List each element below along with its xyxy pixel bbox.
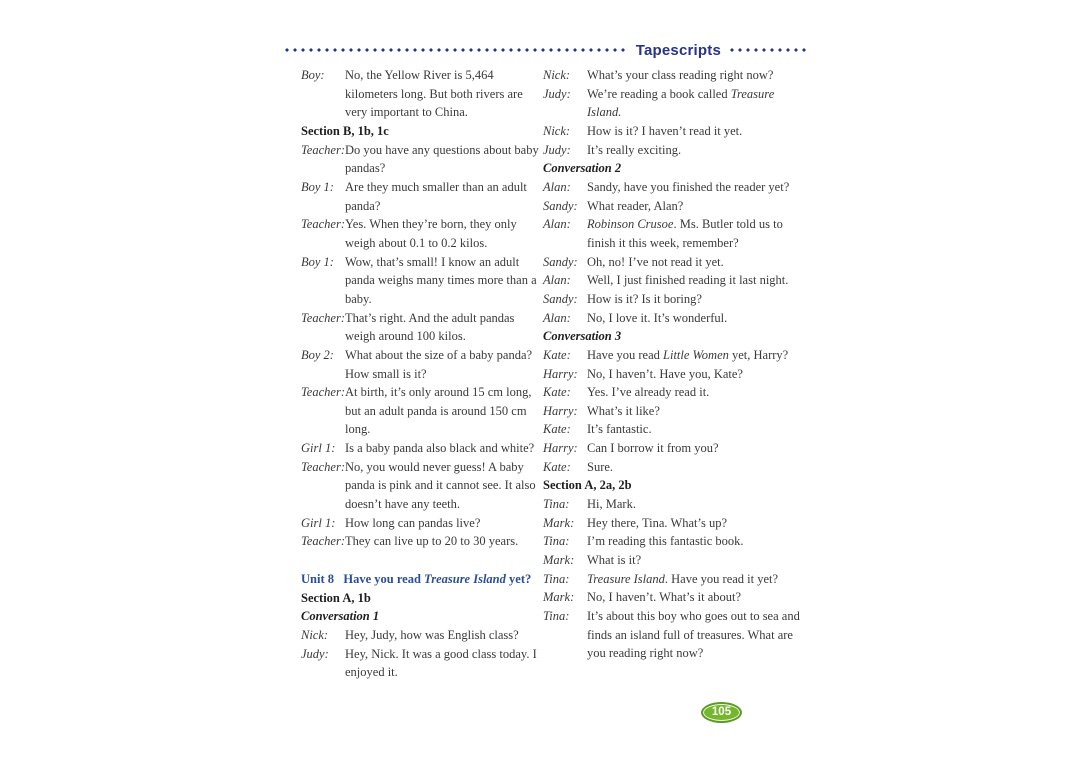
dialogue-line: [543, 551, 809, 570]
dialogue-line: [543, 607, 809, 663]
text-segment: What’s it like?: [587, 403, 660, 418]
speaker-label: Sandy:: [543, 254, 578, 269]
dialogue-line: [301, 309, 545, 346]
speaker-label: Sandy:: [543, 291, 578, 306]
speaker-label: Tina:: [543, 497, 570, 512]
speaker-label: Nick:: [301, 628, 329, 643]
speech-text: [587, 588, 809, 607]
text-segment: How is it? I haven’t read it yet.: [587, 123, 743, 138]
text-segment: That’s right. And the adult pandas weigh around 100 kilos.: [345, 310, 518, 344]
speaker-label: Harry:: [543, 366, 578, 381]
speaker-label: Judy:: [543, 142, 571, 157]
speaker-label: Judy:: [301, 646, 329, 661]
speaker-label: Boy 2:: [301, 347, 334, 362]
text-segment: . Ms. Butler told us to finish it this week, remember?: [587, 217, 786, 250]
text-segment: . Have you read it yet?: [664, 571, 779, 586]
dialogue-line: [543, 439, 809, 458]
text-segment: No, I haven’t. What’s it about?: [587, 590, 742, 605]
speaker-label: Boy 1:: [301, 179, 334, 194]
text-segment: Hey, Nick. It was a good class today. I enjoyed it.: [345, 646, 540, 680]
text-segment: yet?: [505, 572, 532, 587]
text-segment: What’s your class reading right now?: [587, 68, 774, 82]
conversation-heading: Conversation 1: [301, 609, 380, 624]
dialogue-line: [301, 215, 545, 252]
blank-line-spacer: [301, 551, 545, 570]
dialogue-line: [543, 85, 809, 122]
header-dotted-rule-left: [285, 48, 627, 52]
text-segment: Yes. I’ve already read it.: [587, 385, 710, 400]
dialogue-line: [301, 532, 545, 551]
header-dotted-rule-right: [730, 48, 806, 52]
dialogue-line: [301, 626, 545, 645]
speech-text: [587, 309, 809, 328]
text-segment: What about the size of a baby panda? How small is it?: [345, 347, 536, 381]
text-segment: How long can pandas live?: [345, 515, 481, 530]
speaker-label: Mark:: [543, 553, 575, 568]
dialogue-line: [301, 346, 545, 383]
conversation-heading: Conversation 3: [543, 329, 622, 344]
speech-text: [345, 626, 545, 645]
text-segment: yet, Harry?: [728, 347, 789, 362]
speech-text: [587, 402, 809, 421]
speech-text: [345, 514, 545, 533]
speaker-label: Teacher:: [301, 217, 345, 232]
speech-text: [587, 66, 809, 85]
dialogue-line: [301, 514, 545, 533]
speaker-label: Judy:: [543, 86, 571, 101]
speech-text: [587, 551, 809, 570]
conversation-heading: Conversation 2: [543, 161, 622, 176]
speech-text: [345, 383, 545, 439]
text-segment: Well, I just finished reading it last night.: [587, 273, 789, 288]
page-number-badge: [701, 702, 742, 723]
dialogue-line: [543, 383, 809, 402]
speaker-label: Nick:: [543, 68, 571, 82]
speaker-label: Teacher:: [301, 459, 345, 474]
speaker-label: Teacher:: [301, 534, 345, 549]
speaker-label: Harry:: [543, 403, 578, 418]
speech-text: [345, 458, 545, 514]
speaker-label: Alan:: [543, 217, 571, 232]
speaker-label: Tina:: [543, 571, 570, 586]
page-title: Tapescripts: [635, 41, 721, 59]
speech-text: [345, 215, 545, 252]
section-heading: Section A, 2a, 2b: [543, 478, 632, 493]
speech-text: [587, 122, 809, 141]
speech-text: [587, 607, 809, 663]
text-segment: Oh, no! I’ve not read it yet.: [587, 254, 724, 269]
speech-text: [587, 346, 809, 365]
speaker-label: Kate:: [543, 385, 571, 400]
speech-text: [587, 495, 809, 514]
text-segment: Sandy, have you finished the reader yet?: [587, 179, 790, 194]
speaker-label: Alan:: [543, 179, 571, 194]
text-segment: Treasure Island: [587, 571, 665, 586]
dialogue-line: [301, 253, 545, 309]
text-segment: Have you read: [587, 347, 664, 362]
speaker-label: Girl 1:: [301, 515, 336, 530]
speech-text: [345, 346, 545, 383]
speech-text: [345, 253, 545, 309]
dialogue-line: [543, 122, 809, 141]
dialogue-line: [301, 458, 545, 514]
dialogue-line: [301, 645, 545, 682]
speaker-label: Alan:: [543, 273, 571, 288]
dialogue-line: [543, 141, 809, 160]
speech-text: [587, 197, 809, 216]
unit-heading: [301, 570, 545, 589]
text-segment: Treasure Island.: [587, 86, 778, 120]
speech-text: [587, 141, 809, 160]
text-segment: I’m reading this fantastic book.: [587, 534, 744, 549]
speech-text: [587, 85, 809, 122]
dialogue-line: [543, 253, 809, 272]
speaker-label: Harry:: [543, 441, 578, 456]
speech-text: [345, 439, 545, 458]
speaker-label: Mark:: [543, 590, 575, 605]
dialogue-line: [301, 439, 545, 458]
dialogue-line: [543, 66, 809, 85]
speaker-label: Nick:: [543, 123, 571, 138]
text-segment: They can live up to 20 to 30 years.: [345, 534, 519, 549]
speaker-label: Boy 1:: [301, 254, 334, 269]
speech-text: [345, 309, 545, 346]
dialogue-line: [301, 141, 545, 178]
text-segment: Robinson Crusoe: [587, 217, 674, 232]
speech-text: [587, 532, 809, 551]
speech-text: [587, 365, 809, 384]
dialogue-line: [301, 383, 545, 439]
text-segment: How is it? Is it boring?: [587, 291, 702, 306]
dialogue-line: [543, 290, 809, 309]
dialogue-line: [543, 271, 809, 290]
speech-text: [587, 215, 809, 252]
dialogue-line: [543, 458, 809, 477]
speaker-label: Mark:: [543, 515, 575, 530]
speaker-label: Teacher:: [301, 385, 345, 400]
speaker-label: Teacher:: [301, 310, 345, 325]
speaker-label: Tina:: [543, 609, 570, 624]
section-heading: Section A, 1b: [301, 590, 371, 605]
text-segment: Is a baby panda also black and white?: [345, 441, 535, 456]
dialogue-line: [543, 197, 809, 216]
text-segment: Sure.: [587, 459, 614, 474]
speech-text: [587, 253, 809, 272]
text-segment: What is it?: [587, 553, 642, 568]
text-segment: Wow, that’s small! I know an adult panda weighs many times more than a baby.: [345, 254, 540, 306]
dialogue-line: [543, 532, 809, 551]
text-segment: Hey there, Tina. What’s up?: [587, 515, 728, 530]
left-text-column: [301, 66, 545, 682]
speaker-label: Sandy:: [543, 198, 578, 213]
dialogue-line: [543, 402, 809, 421]
text-segment: Little Women: [663, 347, 729, 362]
speaker-label: Tina:: [543, 534, 570, 549]
text-segment: No, I love it. It’s wonderful.: [587, 310, 728, 325]
dialogue-line: [543, 588, 809, 607]
speech-text: [587, 514, 809, 533]
dialogue-line: [543, 346, 809, 365]
speech-text: [587, 383, 809, 402]
speaker-label: Teacher:: [301, 142, 345, 157]
text-segment: It’s fantastic.: [587, 422, 652, 437]
text-segment: We’re reading a book called: [587, 86, 731, 101]
dialogue-line: [543, 365, 809, 384]
speaker-label: Girl 1:: [301, 441, 336, 456]
text-segment: Are they much smaller than an adult panda?: [345, 179, 531, 213]
speech-text: [345, 141, 545, 178]
speech-text: [587, 178, 809, 197]
speaker-label: Alan:: [543, 310, 571, 325]
text-segment: At birth, it’s only around 15 cm long, but an adult panda is around 150 cm long.: [345, 385, 535, 437]
text-segment: It’s really exciting.: [587, 142, 682, 157]
dialogue-line: [543, 420, 809, 439]
text-segment: What reader, Alan?: [587, 198, 684, 213]
tapescripts-header: [285, 41, 806, 59]
section-heading: Section B, 1b, 1c: [301, 123, 389, 138]
text-segment: Hey, Judy, how was English class?: [345, 628, 519, 643]
text-segment: No, the Yellow River is 5,464 kilometers long. But both rivers are very important to China.: [345, 68, 526, 120]
speech-text: [587, 458, 809, 477]
speech-text: [587, 420, 809, 439]
speech-text: [587, 271, 809, 290]
dialogue-line: [301, 178, 545, 215]
text-segment: Treasure Island: [424, 572, 506, 587]
speech-text: [587, 439, 809, 458]
text-segment: No, you would never guess! A baby panda is pink and it cannot see. It also doesn’t have any teeth.: [345, 459, 539, 512]
text-segment: It’s about this boy who goes out to sea and finds an island full of treasures. What are you reading right now?: [587, 609, 803, 661]
dialogue-line: [543, 309, 809, 328]
speech-text: [345, 66, 545, 122]
text-segment: Can I borrow it from you?: [587, 441, 719, 456]
dialogue-line: [301, 66, 545, 122]
speech-text: [345, 645, 545, 682]
text-segment: Hi, Mark.: [587, 497, 636, 512]
speaker-label: Kate:: [543, 347, 571, 362]
speaker-label: Boy:: [301, 68, 325, 82]
speech-text: [587, 290, 809, 309]
dialogue-line: [543, 178, 809, 197]
text-segment: Do you have any questions about baby pandas?: [345, 142, 542, 176]
dialogue-line: [543, 570, 809, 589]
speech-text: [345, 532, 545, 551]
page-number: 105: [711, 705, 732, 718]
right-text-column: [543, 66, 809, 663]
dialogue-line: [543, 514, 809, 533]
speech-text: [587, 570, 809, 589]
speech-text: [345, 178, 545, 215]
text-segment: Unit 8 Have you read: [301, 572, 425, 587]
text-segment: No, I haven’t. Have you, Kate?: [587, 366, 743, 381]
speaker-label: Kate:: [543, 459, 571, 474]
dialogue-line: [543, 215, 809, 252]
text-segment: Yes. When they’re born, they only weigh about 0.1 to 0.2 kilos.: [345, 217, 520, 250]
speaker-label: Kate:: [543, 422, 571, 437]
dialogue-line: [543, 495, 809, 514]
